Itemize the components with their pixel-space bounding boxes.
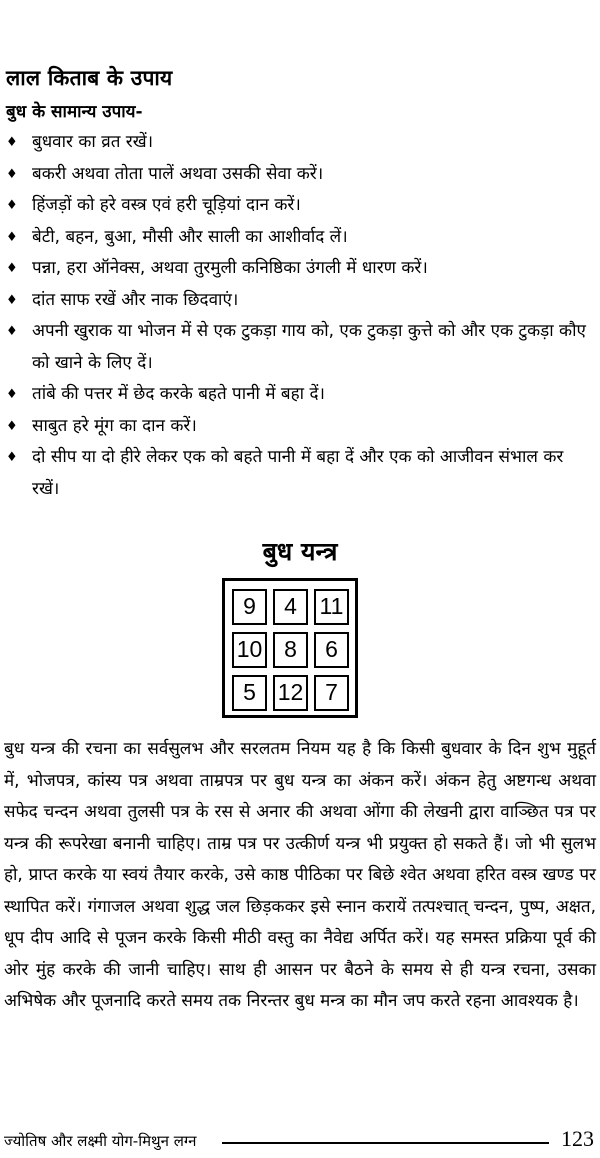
yantra-cell: 12 bbox=[273, 675, 308, 711]
list-item-text: दांत साफ रखें और नाक छिदवाएं। bbox=[32, 289, 239, 310]
list-item bbox=[0, 127, 596, 159]
section-subheading: बुध के सामान्य उपाय- bbox=[6, 102, 143, 122]
diamond-bullet-icon: ♦ bbox=[6, 292, 18, 308]
list-item bbox=[0, 285, 596, 317]
footer-rule bbox=[222, 1142, 549, 1144]
list-item-text: हिंजड़ों को हरे वस्त्र एवं हरी चूड़ियां दान करें। bbox=[32, 195, 301, 215]
list-item-text: अपनी खुराक या भोजन में से एक टुकड़ा गाय को, एक टुकड़ा कुत्ते को और एक टुकड़ा कौए को खाने के लिए दें। bbox=[32, 321, 586, 373]
diamond-bullet-icon: ♦ bbox=[6, 135, 18, 150]
list-item bbox=[0, 190, 596, 222]
list-item bbox=[0, 442, 596, 505]
diamond-bullet-icon: ♦ bbox=[6, 166, 18, 182]
yantra-cell: 10 bbox=[232, 632, 267, 668]
yantra-cell: 5 bbox=[232, 675, 267, 711]
list-item-text: साबुत हरे मूंग का दान करें। bbox=[32, 415, 197, 436]
remedies-list bbox=[0, 127, 596, 505]
list-item bbox=[0, 316, 596, 379]
list-item-text: बेटी, बहन, बुआ, मौसी और साली का आशीर्वाद लें। bbox=[32, 226, 348, 247]
page-number: 123 bbox=[561, 1126, 594, 1151]
diamond-bullet-icon: ♦ bbox=[6, 198, 18, 213]
diamond-bullet-icon: ♦ bbox=[6, 387, 18, 402]
yantra-cell: 7 bbox=[314, 675, 349, 711]
list-item bbox=[0, 411, 596, 443]
list-item-text: बुधवार का व्रत रखें। bbox=[32, 132, 154, 152]
list-item-text: बकरी अथवा तोता पालें अथवा उसकी सेवा करें। bbox=[32, 163, 324, 184]
yantra-cell: 11 bbox=[314, 589, 349, 625]
list-item bbox=[0, 159, 596, 191]
section-heading: लाल किताब के उपाय bbox=[6, 66, 173, 90]
diamond-bullet-icon: ♦ bbox=[6, 418, 18, 434]
list-item-text: तांबे की पत्तर में छेद करके बहते पानी में बहा दें। bbox=[32, 384, 325, 404]
page-footer bbox=[4, 1124, 594, 1156]
yantra-cell: 6 bbox=[314, 632, 349, 668]
list-item bbox=[0, 379, 596, 411]
diamond-bullet-icon: ♦ bbox=[6, 450, 18, 465]
yantra-cell: 8 bbox=[273, 632, 308, 668]
list-item-text: पन्ना, हरा ऑनेक्स, अथवा तुरमुली कनिष्ठिका उंगली में धारण करें। bbox=[32, 258, 428, 278]
diamond-bullet-icon: ♦ bbox=[6, 261, 18, 276]
yantra-cell: 4 bbox=[273, 589, 308, 625]
list-item bbox=[0, 222, 596, 254]
body-paragraph: बुध यन्त्र की रचना का सर्वसुलभ और सरलतम नियम यह है कि किसी बुधवार के दिन शुभ मुहूर्त में, भोजपत्र, कांस्य पत्र अथवा ताम्रपत्र पर बुध यन्त्र का अंकन करें। अंकन हेतु अष्टगन्ध अथवा सफेद चन्दन अथवा तुलसी पत्र के रस से अनार की अथवा ओंगा की लेखनी द्वारा वाञ्छित पत्र पर यन्त्र की रूपरेखा बनानी चाहिए। ताम्र पत्र पर उत्कीर्ण यन्त्र भी प्रयुक्त हो सकते हैं। जो भी सुलभ हो, प्राप्त करके या स्वयं तैयार करके, उसे काष्ठ पीठिका पर बिछे श्वेत अथवा हरित वस्त्र खण्ड पर स्थापित करें। गंगाजल अथवा शुद्ध जल छिड़ककर इसे स्नान करायें तत्पश्चात् चन्दन, पुष्प, अक्षत, धूप दीप आदि से पूजन करके किसी मीठी वस्तु का नैवेद्य अर्पित करें। यह समस्त प्रक्रिया पूर्व की ओर मुंह करके की जानी चाहिए। साथ ही आसन पर बैठने के समय से ही यन्त्र रचना, उसका अभिषेक और पूजनादि करते समय तक निरन्तर बुध मन्त्र का मौन जप करते रहना आवश्यक है। bbox=[4, 739, 596, 1011]
running-title: ज्योतिष और लक्ष्मी योग-मिथुन लग्न bbox=[4, 1132, 197, 1150]
yantra-cell: 9 bbox=[232, 589, 267, 625]
yantra-grid bbox=[222, 578, 358, 718]
diamond-bullet-icon: ♦ bbox=[6, 324, 18, 339]
diamond-bullet-icon: ♦ bbox=[6, 229, 18, 245]
list-item-text: दो सीप या दो हीरे लेकर एक को बहते पानी में बहा दें और एक को आजीवन संभाल कर रखें। bbox=[32, 447, 564, 499]
yantra-title: बुध यन्त्र bbox=[262, 537, 338, 566]
list-item bbox=[0, 253, 596, 285]
